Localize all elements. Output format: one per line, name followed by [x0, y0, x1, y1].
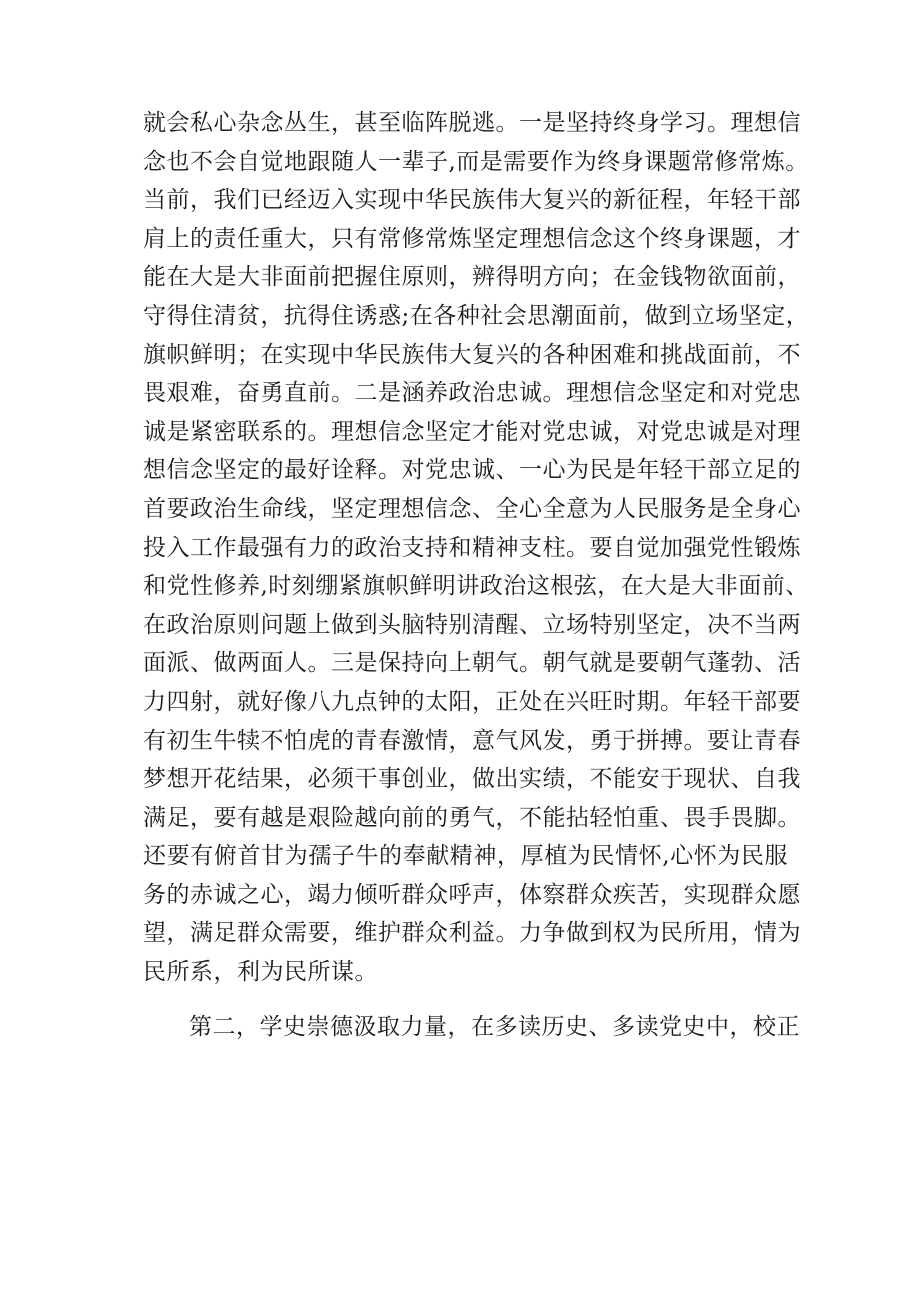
text-line: 诚是紧密联系的。理想信念坚定才能对党忠诚，对党忠诚是对理	[143, 418, 801, 445]
text-line: 念也不会自觉地跟随人一辈子,而是需要作为终身课题常修常炼。	[143, 148, 809, 175]
text-line: 面派、做两面人。三是保持向上朝气。朝气就是要朝气蓬勃、活	[143, 650, 801, 677]
text-line: 就会私心杂念丛生，甚至临阵脱逃。一是坚持终身学习。理想信	[143, 110, 801, 136]
text-line: 当前，我们已经迈入实现中华民族伟大复兴的新征程，年轻干部	[143, 187, 801, 214]
text-line: 民所系，利为民所谋。	[143, 959, 378, 986]
paragraph-1	[143, 104, 810, 992]
text-line: 第二，学史崇德汲取力量，在多读历史、多读党史中，校正	[189, 1013, 800, 1040]
text-line: 投入工作最强有力的政治支持和精神支柱。要自觉加强党性锻炼	[143, 534, 801, 561]
text-line: 守得住清贫，抗得住诱惑;在各种社会思潮面前，做到立场坚定，	[143, 302, 810, 329]
body-text	[143, 104, 810, 1046]
text-line: 畏艰难，奋勇直前。二是涵养政治忠诚。理想信念坚定和对党忠	[143, 380, 801, 407]
text-line: 和党性修养,时刻绷紧旗帜鲜明讲政治这根弦，在大是大非面前、	[143, 573, 809, 600]
text-line: 梦想开花结果，必须干事创业，做出实绩，不能安于现状、自我	[143, 766, 801, 793]
text-line: 肩上的责任重大，只有常修常炼坚定理想信念这个终身课题，才	[143, 225, 801, 252]
text-line: 务的赤诚之心，竭力倾听群众呼声，体察群众疾苦，实现群众愿	[143, 881, 801, 908]
text-line: 力四射，就好像八九点钟的太阳，正处在兴旺时期。年轻干部要	[143, 688, 801, 715]
text-line: 能在大是大非面前把握住原则，辨得明方向；在金钱物欲面前，	[143, 264, 801, 291]
text-line: 在政治原则问题上做到头脑特别清醒、立场特别坚定，决不当两	[143, 611, 801, 638]
paragraph-gap	[143, 992, 788, 1008]
text-line: 满足，要有越是艰险越向前的勇气，不能拈轻怕重、畏手畏脚。	[143, 804, 801, 831]
text-line: 首要政治生命线，坚定理想信念、全心全意为人民服务是全身心	[143, 495, 801, 522]
text-line: 有初生牛犊不怕虎的青春激情，意气风发，勇于拼搏。要让青春	[143, 727, 801, 754]
text-line: 旗帜鲜明；在实现中华民族伟大复兴的各种困难和挑战面前，不	[143, 341, 801, 368]
text-line: 望，满足群众需要，维护群众利益。力争做到权为民所用，情为	[143, 920, 801, 947]
text-line: 想信念坚定的最好诠释。对党忠诚、一心为民是年轻干部立足的	[143, 457, 801, 484]
text-line: 还要有俯首甘为孺子牛的奉献精神，厚植为民情怀,心怀为民服	[143, 843, 788, 870]
paragraph-2	[143, 1008, 800, 1047]
